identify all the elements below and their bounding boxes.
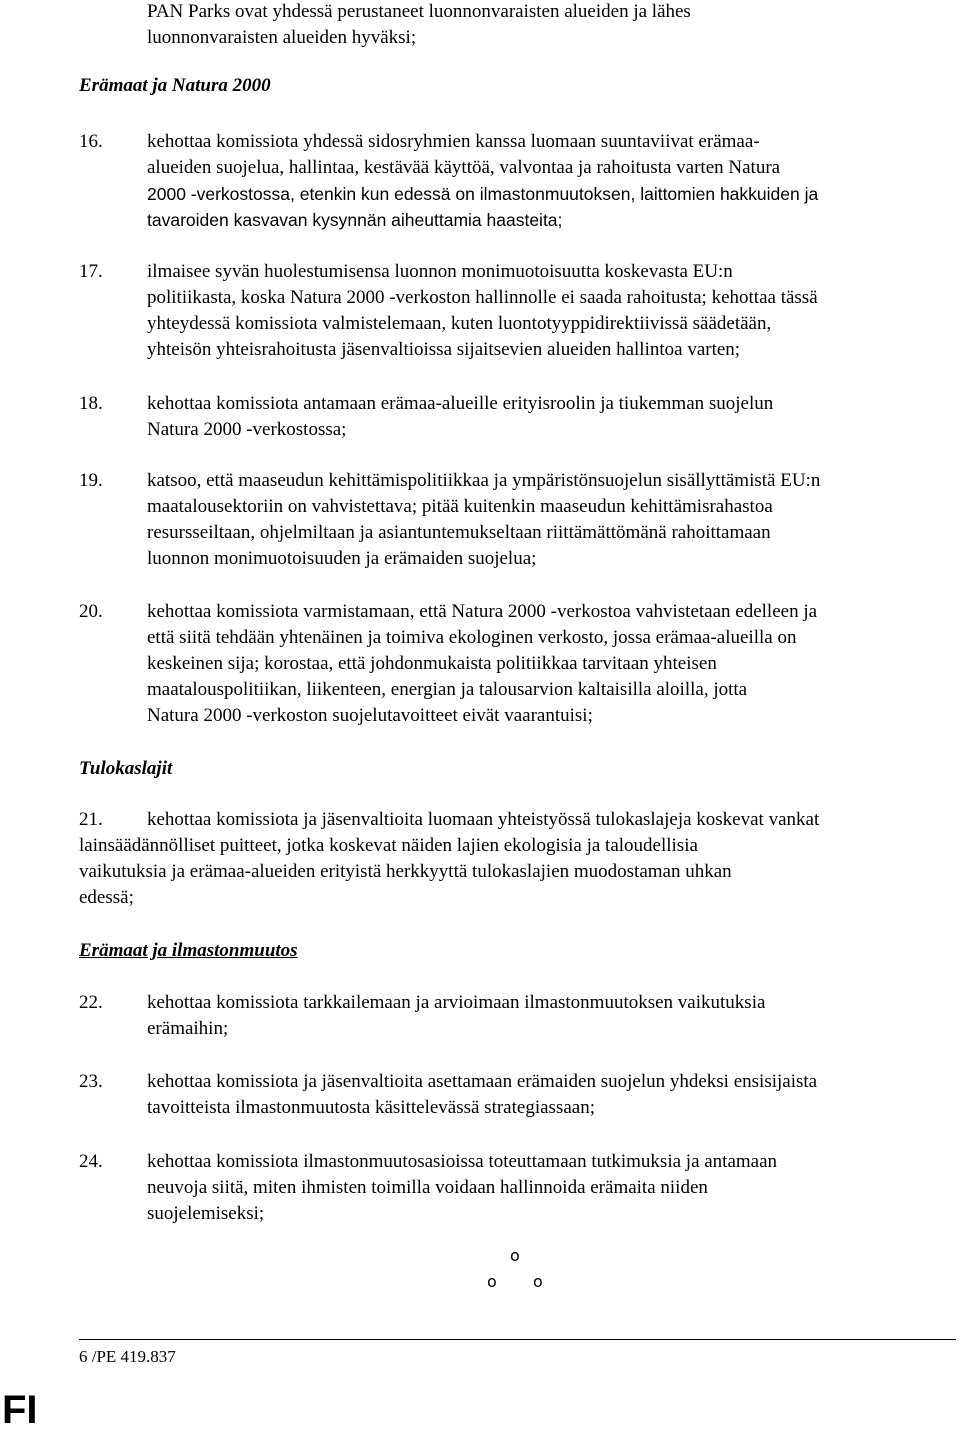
section-heading-ilmastonmuutos: Erämaat ja ilmastonmuutos — [79, 940, 298, 961]
paragraph-number: 20. — [79, 601, 103, 622]
text-line: vaikutuksia ja erämaa-alueiden erityistä herkkyyttä tulokaslajien muodostaman uhkan — [79, 861, 732, 882]
text-line: keskeinen sija; korostaa, että johdonmukaista politiikkaa tarvitaan yhteisen — [147, 653, 717, 674]
text-line: ilmaisee syvän huolestumisensa luonnon monimuotoisuutta koskevasta EU:n — [147, 261, 733, 282]
text-line: tavaroiden kasvavan kysynnän aiheuttamia haasteita; — [147, 210, 563, 230]
text-line: resursseiltaan, ohjelmiltaan ja asiantuntemukseltaan riittämättömänä rahoittamaan — [147, 522, 771, 543]
paragraph-text — [147, 1069, 949, 1121]
paragraph-number: 21. — [79, 809, 103, 830]
text-line: tavoitteista ilmastonmuutosta käsittelevässä strategiassaan; — [147, 1097, 595, 1118]
section-heading-tulokaslajit: Tulokaslajit — [79, 758, 173, 779]
paragraph-text — [79, 807, 949, 911]
paragraph-text — [147, 259, 949, 363]
text-line: kehottaa komissiota ilmastonmuutosasioissa toteuttamaan tutkimuksia ja antamaan — [147, 1151, 778, 1172]
paragraph-number: 22. — [79, 992, 103, 1013]
text-line: luonnonvaraisten alueiden hyväksi; — [147, 27, 417, 48]
paragraph-number: 24. — [79, 1151, 103, 1172]
text-line: kehottaa komissiota antamaan erämaa-alueille erityisroolin ja tiukemman suojelun — [147, 393, 774, 414]
paragraph-text — [147, 990, 949, 1042]
paragraph-17 — [79, 259, 949, 363]
end-separator — [480, 1248, 550, 1294]
paragraph-text — [147, 599, 949, 729]
separator-mark: o — [510, 1246, 520, 1265]
paragraph-23 — [79, 1069, 949, 1121]
text-line: että siitä tehdään yhtenäinen ja toimiva ekologinen verkosto, jossa erämaa-alueilla on — [147, 627, 797, 648]
paragraph-number: 23. — [79, 1071, 103, 1092]
paragraph-text — [147, 1149, 949, 1227]
text-line: 2000 -verkostossa, etenkin kun edessä on ilmastonmuutoksen, laittomien hakkuiden ja — [147, 184, 819, 204]
text-line: edessä; — [79, 887, 134, 908]
intro-paragraph — [147, 0, 947, 51]
text-line: yhteisön yhteisrahoitusta jäsenvaltioissa sijaitsevien alueiden hallintoa varten; — [147, 339, 741, 360]
text-line: kehottaa komissiota yhdessä sidosryhmien kanssa luomaan suuntaviivat erämaa- — [147, 131, 760, 152]
paragraph-text — [147, 391, 949, 443]
text-line: suojelemiseksi; — [147, 1203, 265, 1224]
paragraph-text — [147, 468, 949, 572]
paragraph-21 — [79, 807, 949, 911]
document-reference: 6 /PE 419.837 — [79, 1347, 176, 1366]
text-line: alueiden suojelua, hallintaa, kestävää käyttöä, valvontaa ja rahoitusta varten Natura — [147, 157, 781, 178]
paragraph-19 — [79, 468, 949, 572]
text-line: luonnon monimuotoisuuden ja erämaiden suojelua; — [147, 548, 537, 569]
text-line: Natura 2000 -verkoston suojelutavoitteet eivät vaarantuisi; — [147, 705, 593, 726]
text-line: erämaihin; — [147, 1018, 229, 1039]
text-line: maatalousektoriin on vahvistettava; pitää kuitenkin maaseudun kehittämisrahastoa — [147, 496, 773, 517]
text-line: katsoo, että maaseudun kehittämispolitiikkaa ja ympäristönsuojelun sisällyttämistä EU:n — [147, 470, 821, 491]
separator-mark: o — [487, 1272, 497, 1291]
separator-mark: o — [533, 1272, 543, 1291]
text-line: kehottaa komissiota tarkkailemaan ja arvioimaan ilmastonmuutoksen vaikutuksia — [147, 992, 766, 1013]
text-line: yhteydessä komissiota valmistelemaan, kuten luontotyyppidirektiivissä säädetään, — [147, 313, 772, 334]
text-line: kehottaa komissiota ja jäsenvaltioita luomaan yhteistyössä tulokaslajeja koskevat vankat — [147, 809, 820, 830]
text-line: kehottaa komissiota varmistamaan, että Natura 2000 -verkostoa vahvistetaan edelleen ja — [147, 601, 818, 622]
text-line: neuvoja siitä, miten ihmisten toimilla voidaan hallinnoida erämaita niiden — [147, 1177, 708, 1198]
text-line: PAN Parks ovat yhdessä perustaneet luonnonvaraisten alueiden ja lähes — [147, 1, 691, 22]
section-heading-eramaat-natura: Erämaat ja Natura 2000 — [79, 75, 271, 96]
text-line: politiikasta, koska Natura 2000 -verkoston hallinnolle ei saada rahoitusta; kehottaa tässä — [147, 287, 818, 308]
paragraph-20 — [79, 599, 949, 729]
paragraph-number: 17. — [79, 261, 103, 282]
paragraph-text — [147, 129, 949, 233]
text-line: lainsäädännölliset puitteet, jotka koskevat näiden lajien ekologisia ja taloudellisia — [79, 835, 698, 856]
footer-rule — [79, 1339, 956, 1340]
paragraph-16 — [79, 129, 949, 233]
paragraph-number: 19. — [79, 470, 103, 491]
paragraph-number: 18. — [79, 393, 103, 414]
paragraph-18 — [79, 391, 949, 443]
text-line: Natura 2000 -verkostossa; — [147, 419, 347, 440]
text-line: kehottaa komissiota ja jäsenvaltioita asettamaan erämaiden suojelun yhdeksi ensisijaista — [147, 1071, 818, 1092]
paragraph-24 — [79, 1149, 949, 1227]
text-line: maatalouspolitiikan, liikenteen, energian ja talousarvion kaltaisilla aloilla, jotta — [147, 679, 748, 700]
paragraph-22 — [79, 990, 949, 1042]
language-code: FI — [2, 1388, 38, 1432]
paragraph-number: 16. — [79, 131, 103, 152]
